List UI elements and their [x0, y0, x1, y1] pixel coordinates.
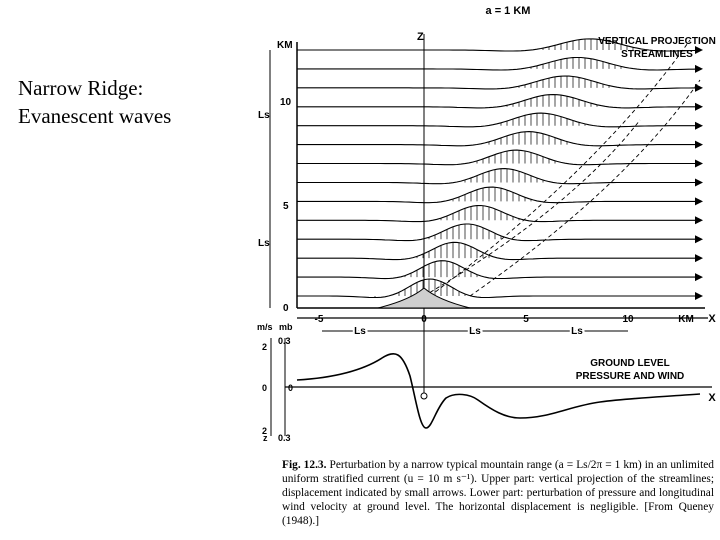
z-tick-10: 10: [280, 97, 292, 108]
streamline-arrowhead: [695, 122, 703, 130]
right-tick-top: 0.3: [278, 336, 291, 346]
left-tick-mid: 0: [262, 383, 268, 393]
km-horizontal-label: KM: [678, 314, 694, 325]
z-interval-label-upper: Ls: [258, 110, 270, 121]
units-ms: m/s: [257, 322, 273, 332]
phase-line-dashed: [430, 40, 690, 296]
lower-title-2: PRESSURE AND WIND: [575, 371, 685, 382]
z-tick-5: 5: [283, 201, 289, 212]
x-interval-label-1: Ls: [354, 326, 366, 337]
slide-title-line-2: Evanescent waves: [18, 104, 172, 128]
x-tick-10: 10: [622, 314, 634, 325]
streamline: [297, 187, 701, 203]
streamline: [297, 132, 701, 146]
streamline: [297, 206, 701, 222]
streamline-arrowhead: [695, 197, 703, 205]
streamline: [297, 169, 701, 184]
streamline: [297, 279, 701, 298]
km-vertical-label: KM: [277, 40, 293, 51]
streamline-arrowhead: [695, 254, 703, 262]
upper-title-1: VERTICAL PROJECTION: [598, 36, 716, 47]
caption-text: Perturbation by a narrow typical mountain range (a = Ls/2π = 1 km) in an unlimited uniform stratified current (u = 10 m s⁻¹). Upper part: vertical projection of the streamlines; displacement indicated by small arrows. Lower part: perturbation of pressure and longitudinal wind velocity at ground level. The horizontal displacement is negligible. [From Queney (1948).]: [282, 459, 714, 527]
phase-line-dashed: [470, 80, 700, 296]
streamline-arrowhead: [695, 235, 703, 243]
left-tick-top: 2: [262, 342, 268, 352]
streamline: [297, 242, 701, 259]
streamline-arrowhead: [695, 141, 703, 149]
units-mb: mb: [279, 322, 293, 332]
streamline: [297, 113, 701, 127]
streamline-arrowhead: [695, 292, 703, 300]
phase-line-dashed: [424, 120, 640, 296]
slide-title-line-1: Narrow Ridge:: [18, 76, 144, 100]
caption-lead: Fig. 12.3.: [282, 459, 327, 471]
right-tick-mid: 0: [288, 383, 294, 393]
streamline-arrowhead: [695, 46, 703, 54]
streamline: [297, 261, 701, 279]
x-axis-label-lower: X: [708, 392, 716, 404]
streamline-arrowhead: [695, 103, 703, 111]
right-tick-bottom: 0.3: [278, 433, 291, 443]
z-tick-0: 0: [283, 303, 289, 314]
lower-z-label: z: [263, 433, 268, 443]
streamline: [297, 76, 701, 89]
x-interval-label-2: Ls: [469, 326, 481, 337]
x-tick-neg5: -5: [314, 314, 324, 325]
x-interval-label-3: Ls: [571, 326, 583, 337]
streamline: [297, 224, 701, 241]
left-tick-bottom: 2: [262, 426, 268, 436]
top-label: a = 1 KM: [485, 5, 531, 17]
mountain-ridge: [378, 288, 470, 308]
lower-panel: [271, 338, 712, 436]
z-interval-label-lower: Ls: [258, 238, 270, 249]
streamlines: [297, 39, 703, 300]
upper-title-2: STREAMLINES: [621, 49, 693, 60]
streamline: [297, 95, 701, 108]
streamline: [297, 150, 701, 165]
figure-caption: [282, 458, 714, 528]
streamline-arrowhead: [695, 273, 703, 281]
streamline-arrowhead: [695, 178, 703, 186]
z-axis-label: Z: [417, 31, 424, 43]
x-tick-5: 5: [523, 314, 529, 325]
lower-title-1: GROUND LEVEL: [590, 358, 670, 369]
x-axis-label-upper: X: [708, 313, 716, 325]
x-tick-0: 0: [421, 314, 427, 325]
streamline-arrowhead: [695, 160, 703, 168]
streamline-arrowhead: [695, 65, 703, 73]
streamline-arrowhead: [695, 216, 703, 224]
lower-origin-marker: [421, 393, 427, 399]
